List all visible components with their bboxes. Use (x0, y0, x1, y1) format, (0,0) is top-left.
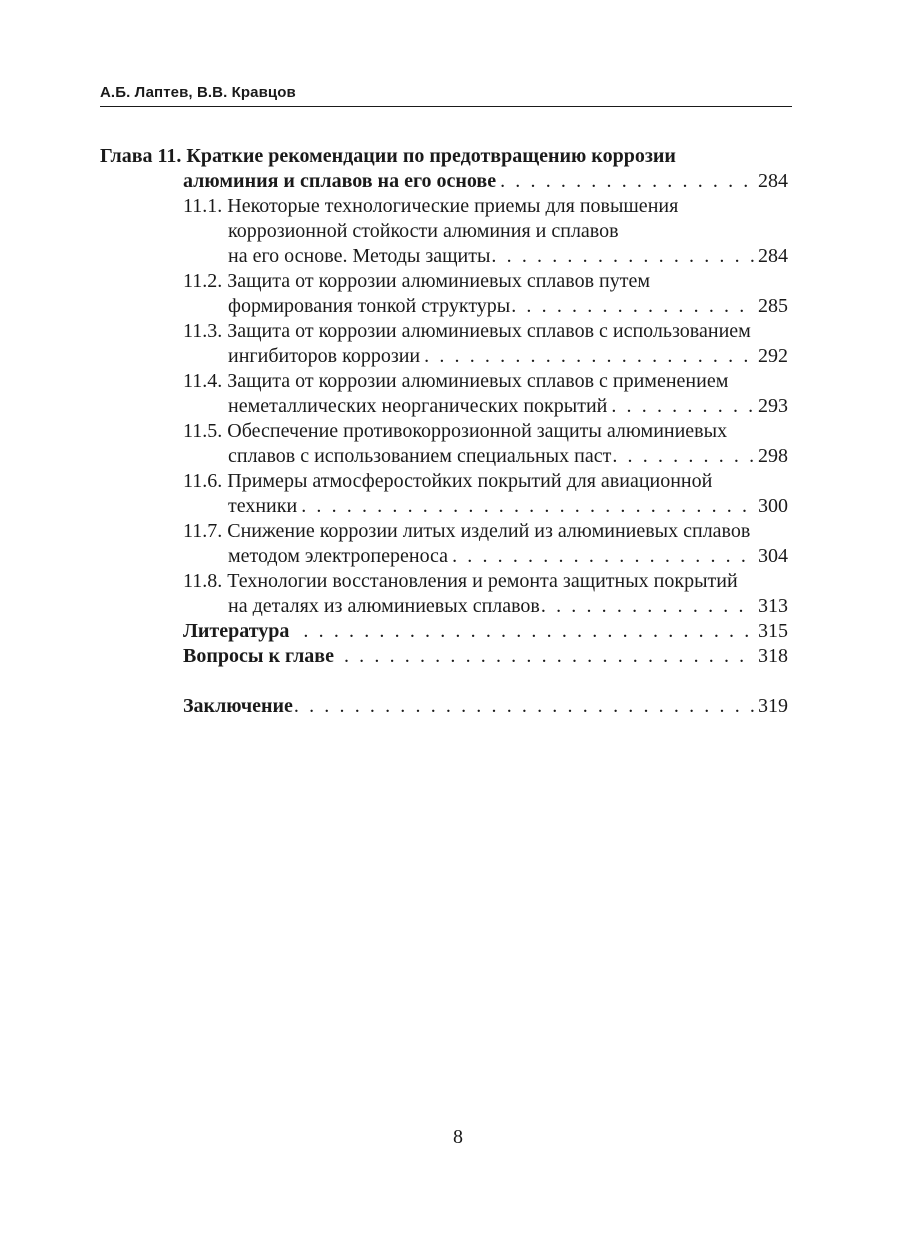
toc-section-line (100, 219, 788, 244)
toc-chapter-title: Глава 11. Краткие рекомендации по предотвращению коррозии (100, 145, 676, 167)
toc-leader-dots (511, 294, 754, 319)
toc-literature-title: Литература (183, 620, 290, 642)
toc-section-title-continued: коррозионной стойкости алюминия и сплавов (228, 220, 619, 242)
toc-section-line (100, 519, 788, 544)
toc-leader-dots (612, 444, 754, 469)
toc-leader-dots (303, 619, 754, 644)
toc-spacer (100, 669, 788, 694)
toc-section-title: 11.5. Обеспечение противокоррозионной защиты алюминиевых (183, 420, 728, 442)
toc-leader-dots (541, 594, 754, 619)
toc-section-title: 11.1. Некоторые технологические приемы для повышения (183, 195, 679, 217)
toc-page-number: 318 (758, 645, 788, 667)
toc-page-number: 292 (758, 345, 788, 367)
toc-section-entry[interactable] (100, 444, 788, 469)
toc-section-title-continued: методом электропереноса (228, 545, 449, 567)
toc-section-line (100, 419, 788, 444)
toc-chapter-title-continued: алюминия и сплавов на его основе (183, 170, 497, 192)
toc-section-title: 11.4. Защита от коррозии алюминиевых сплавов с применением (183, 370, 729, 392)
toc-section-line (100, 319, 788, 344)
toc-chapter-entry[interactable] (100, 169, 788, 194)
toc-section-title: 11.3. Защита от коррозии алюминиевых сплавов с использованием (183, 320, 751, 342)
toc-section-title-continued: сплавов с использованием специальных паст (228, 445, 612, 467)
running-head-authors: А.Б. Лаптев, В.В. Кравцов (100, 84, 296, 101)
toc-section-title: 11.7. Снижение коррозии литых изделий из алюминиевых сплавов (183, 520, 751, 542)
page-number: 8 (453, 1126, 463, 1148)
toc-leader-dots (491, 244, 754, 269)
toc-page-number: 284 (758, 245, 788, 267)
toc-page-number: 300 (758, 495, 788, 517)
toc-questions-title: Вопросы к главе (183, 645, 334, 667)
toc-leader-dots (500, 169, 754, 194)
toc-section-line (100, 569, 788, 594)
toc-page-number: 284 (758, 170, 788, 192)
toc-section-title-continued: на деталях из алюминиевых сплавов (228, 595, 540, 617)
header-rule (100, 106, 792, 107)
toc-chapter-title-line (100, 144, 788, 169)
table-of-contents (100, 144, 788, 719)
toc-literature-entry[interactable] (100, 619, 788, 644)
toc-page-number: 293 (758, 395, 788, 417)
toc-page-number: 298 (758, 445, 788, 467)
toc-section-title: 11.8. Технологии восстановления и ремонта защитных покрытий (183, 570, 738, 592)
toc-leader-dots (452, 544, 754, 569)
toc-section-line (100, 269, 788, 294)
toc-section-title: 11.2. Защита от коррозии алюминиевых сплавов путем (183, 270, 651, 292)
toc-section-entry[interactable] (100, 344, 788, 369)
toc-section-title-continued: формирования тонкой структуры (228, 295, 511, 317)
toc-leader-dots (344, 644, 754, 669)
toc-section-title-continued: неметаллических неорганических покрытий (228, 395, 608, 417)
toc-conclusion-title: Заключение (183, 695, 293, 717)
toc-page-number: 285 (758, 295, 788, 317)
toc-page-number: 319 (758, 695, 788, 717)
toc-leader-dots (294, 694, 754, 719)
toc-section-entry[interactable] (100, 494, 788, 519)
toc-section-entry[interactable] (100, 544, 788, 569)
toc-conclusion-entry[interactable] (100, 694, 788, 719)
toc-section-line (100, 194, 788, 219)
toc-page-number: 304 (758, 545, 788, 567)
toc-leader-dots (424, 344, 754, 369)
toc-section-title-continued: на его основе. Методы защиты (228, 245, 491, 267)
toc-section-line (100, 469, 788, 494)
toc-section-entry[interactable] (100, 394, 788, 419)
toc-section-line (100, 369, 788, 394)
toc-page-number: 313 (758, 595, 788, 617)
toc-section-entry[interactable] (100, 244, 788, 269)
toc-section-title-continued: ингибиторов коррозии (228, 345, 421, 367)
toc-leader-dots (301, 494, 754, 519)
toc-leader-dots (611, 394, 754, 419)
toc-section-entry[interactable] (100, 294, 788, 319)
toc-questions-entry[interactable] (100, 644, 788, 669)
toc-section-title-continued: техники (228, 495, 298, 517)
toc-page-number: 315 (758, 620, 788, 642)
toc-section-title: 11.6. Примеры атмосферостойких покрытий для авиационной (183, 470, 713, 492)
toc-section-entry[interactable] (100, 594, 788, 619)
